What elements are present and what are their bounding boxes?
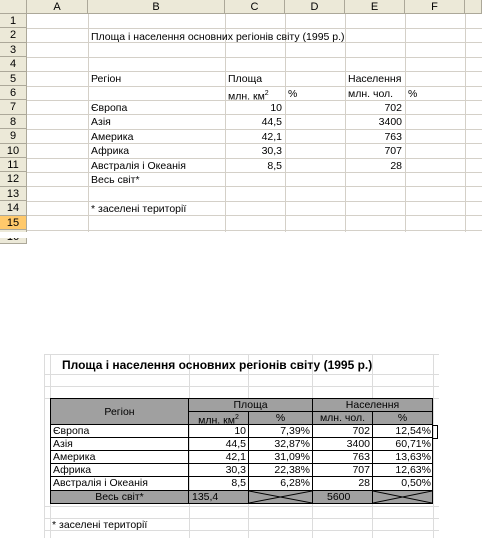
title-cell[interactable]: Площа і населення основних регіонів світу (1995 р.) (91, 31, 345, 43)
header-area-cell[interactable]: Площа (228, 73, 263, 85)
pop-pct-cell[interactable]: 0,50% (401, 477, 431, 489)
row-header-9[interactable]: 9 (0, 129, 27, 143)
column-header-c[interactable]: C (225, 0, 285, 14)
pop-value-cell[interactable]: 702 (352, 425, 370, 437)
pct-area-header-cell[interactable] (248, 411, 313, 425)
unit-pop-label: млн. чол. (319, 412, 366, 424)
unit-area-text: млн. км (228, 90, 265, 103)
pop-pct-cell[interactable]: 12,54% (395, 425, 431, 437)
crossed-cell-icon (249, 491, 312, 503)
region-name-cell[interactable]: Європа (53, 425, 90, 437)
total-pop-pct-empty-cell[interactable] (372, 490, 433, 504)
row-header-13[interactable]: 13 (0, 187, 27, 201)
column-header-f[interactable]: F (405, 0, 465, 14)
pct-pop-header-cell[interactable]: % (408, 88, 418, 100)
gridline (27, 28, 482, 29)
row-header-15[interactable]: 15 (0, 216, 27, 230)
gridline (44, 506, 439, 507)
pop-value-cell[interactable]: 763 (384, 131, 402, 143)
row-header-12[interactable]: 12 (0, 172, 27, 186)
pct-pop-label: % (397, 412, 408, 424)
gridline (44, 354, 439, 355)
row-header-6[interactable]: 6 (0, 86, 27, 100)
region-name-cell[interactable]: Америка (53, 451, 96, 463)
area-value-cell[interactable]: 30,3 (261, 145, 282, 157)
pop-value-cell[interactable]: 707 (352, 464, 370, 476)
total-area-value: 135,4 (192, 491, 219, 503)
row-header-7[interactable]: 7 (0, 100, 27, 114)
region-name-cell[interactable]: Азія (91, 116, 111, 128)
table-title[interactable]: Площа і населення основних регіонів світу (1995 р.) (62, 358, 373, 372)
pop-pct-cell[interactable]: 13,63% (395, 451, 431, 463)
area-value-cell[interactable]: 8,5 (231, 477, 246, 489)
gridline (433, 354, 434, 538)
area-value-cell[interactable]: 30,3 (225, 464, 246, 476)
header-region-label: Регіон (104, 406, 135, 418)
column-header-g[interactable] (465, 0, 482, 14)
cell-selection-edge (433, 425, 438, 439)
total-pop-value: 5600 (327, 491, 351, 503)
pct-area-label: % (275, 412, 286, 424)
area-pct-cell[interactable]: 6,28% (280, 477, 310, 489)
column-header-b[interactable]: B (88, 0, 225, 14)
header-population-label: Населення (345, 399, 400, 411)
region-name-cell[interactable]: Азія (53, 438, 73, 450)
formatted-table-sheet[interactable] (44, 354, 439, 538)
row-header-4[interactable]: 4 (0, 57, 27, 71)
region-name-cell[interactable]: Австралія і Океанія (53, 477, 148, 489)
area-pct-cell[interactable]: 32,87% (274, 438, 310, 450)
region-name-cell[interactable]: Африка (53, 464, 92, 476)
pop-value-cell[interactable]: 3400 (346, 438, 370, 450)
area-value-cell[interactable]: 10 (234, 425, 246, 437)
total-area-pct-empty-cell[interactable] (248, 490, 313, 504)
pop-value-cell[interactable]: 763 (352, 451, 370, 463)
total-pop-cell[interactable] (312, 490, 373, 504)
unit-area-cell[interactable] (188, 411, 249, 425)
pop-value-cell[interactable]: 3400 (378, 116, 402, 128)
row-header-5[interactable]: 5 (0, 72, 27, 86)
column-header-e[interactable]: E (345, 0, 405, 14)
pop-pct-cell[interactable]: 60,71% (395, 438, 431, 450)
row-header-1[interactable]: 1 (0, 14, 27, 28)
select-all-corner[interactable] (0, 0, 27, 14)
region-name-cell[interactable]: Європа (91, 102, 128, 114)
pop-value-cell[interactable]: 702 (384, 102, 402, 114)
footnote-cell[interactable]: * заселені території (91, 203, 187, 215)
header-population-cell[interactable]: Населення (348, 73, 402, 85)
area-value-cell[interactable]: 44,5 (261, 116, 282, 128)
header-population-cell[interactable] (312, 398, 433, 412)
column-header-d[interactable]: D (285, 0, 345, 14)
area-pct-cell[interactable]: 22,38% (274, 464, 310, 476)
unit-area-sup: 2 (234, 414, 239, 421)
row-header-11[interactable]: 11 (0, 158, 27, 172)
footnote-cell[interactable]: * заселені території (52, 519, 148, 531)
region-name-cell[interactable]: Америка (91, 131, 134, 143)
area-value-cell[interactable]: 42,1 (225, 451, 246, 463)
row-header-2[interactable]: 2 (0, 28, 27, 42)
region-name-cell[interactable]: Африка (91, 145, 130, 157)
unit-pop-cell[interactable]: млн. чол. (348, 88, 394, 100)
pop-value-cell[interactable]: 28 (358, 477, 370, 489)
total-label-text: Весь світ* (95, 491, 144, 503)
pct-area-header-cell[interactable]: % (288, 88, 298, 100)
total-label-cell[interactable] (50, 490, 189, 504)
region-name-cell[interactable]: Австралія і Океанія (91, 160, 186, 172)
area-pct-cell[interactable]: 7,39% (280, 425, 310, 437)
header-region-cell[interactable]: Регіон (91, 73, 122, 85)
header-region-cell[interactable] (50, 398, 189, 425)
grid-cutoff (0, 232, 482, 238)
area-value-cell[interactable]: 44,5 (225, 438, 246, 450)
gridline (44, 386, 439, 387)
unit-area-sup: 2 (264, 90, 269, 97)
pop-value-cell[interactable]: 28 (390, 160, 402, 172)
total-area-cell[interactable] (188, 490, 249, 504)
crossed-cell-icon (373, 491, 432, 503)
gridline (27, 57, 482, 58)
header-area-label: Площа (233, 399, 268, 411)
unit-pop-cell[interactable] (312, 411, 373, 425)
area-pct-cell[interactable]: 31,09% (274, 451, 310, 463)
total-label-cell[interactable]: Весь світ* (91, 174, 140, 186)
gridline (44, 354, 45, 538)
pop-pct-cell[interactable]: 12,63% (395, 464, 431, 476)
unit-area-text: млн. км (198, 414, 235, 427)
gridline (44, 374, 439, 375)
column-header-a[interactable]: A (27, 0, 88, 14)
row-header-14[interactable]: 14 (0, 201, 27, 215)
pop-value-cell[interactable]: 707 (384, 145, 402, 157)
area-value-cell[interactable]: 42,1 (261, 131, 282, 143)
pct-pop-header-cell[interactable] (372, 411, 433, 425)
row-header-10[interactable]: 10 (0, 144, 27, 158)
gridline (27, 230, 482, 231)
row-header-8[interactable]: 8 (0, 115, 27, 129)
area-value-cell[interactable]: 10 (270, 102, 282, 114)
row-header-3[interactable]: 3 (0, 43, 27, 57)
area-value-cell[interactable]: 8,5 (267, 160, 282, 172)
header-area-cell[interactable] (188, 398, 313, 412)
